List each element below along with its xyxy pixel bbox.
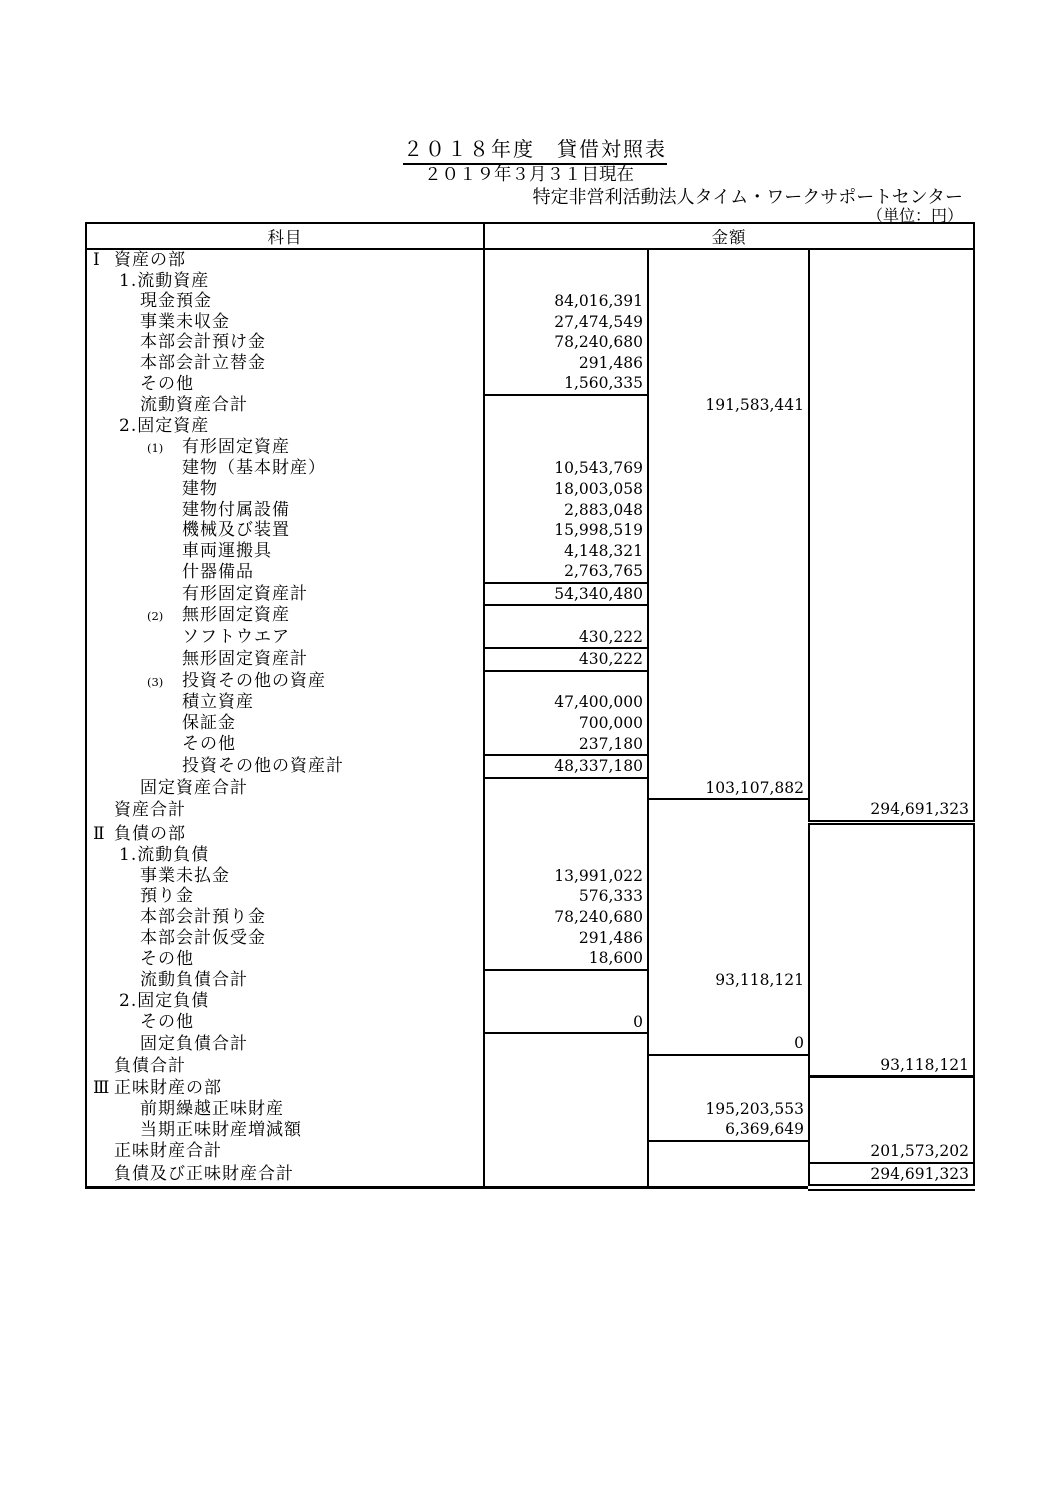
account-label-cell	[86, 845, 484, 866]
amount-cell-c3	[809, 249, 974, 271]
amount-cell-c3	[809, 605, 974, 627]
amount-cell-c2	[648, 886, 809, 907]
table-row	[86, 332, 974, 353]
amount-cell-c1	[484, 249, 648, 271]
amount-cell-c3	[809, 271, 974, 292]
amount-cell-c1: 18,600	[484, 948, 648, 970]
table-row	[86, 755, 974, 778]
amount-cell-c3	[809, 541, 974, 562]
amount-cell-c2	[648, 734, 809, 756]
account-label: 建物	[182, 479, 218, 500]
table-row	[86, 692, 974, 713]
table-row	[86, 1055, 974, 1077]
account-label-cell	[86, 713, 484, 734]
table-row	[86, 1141, 974, 1163]
amount-cell-c2	[648, 627, 809, 649]
account-label-cell	[86, 332, 484, 353]
amount-cell-c3	[809, 970, 974, 992]
amount-cell-c2	[648, 479, 809, 500]
account-label: 本部会計仮受金	[140, 927, 266, 948]
amount-cell-c2	[648, 1055, 809, 1077]
amount-cell-c3	[809, 479, 974, 500]
amount-cell-c3	[809, 1099, 974, 1120]
account-label-cell	[86, 928, 484, 949]
amount-cell-c2	[648, 541, 809, 562]
table-row	[86, 500, 974, 521]
account-label: その他	[182, 734, 236, 755]
table-row	[86, 1033, 974, 1055]
account-label-cell	[86, 1033, 484, 1055]
table-row	[86, 271, 974, 292]
account-label: 投資その他の資産	[182, 670, 326, 691]
account-label-cell	[86, 249, 484, 271]
table-header-row	[86, 223, 974, 249]
amount-cell-c2: 93,118,121	[648, 970, 809, 992]
amount-cell-c3	[809, 416, 974, 437]
account-label: 正味財産合計	[114, 1141, 222, 1162]
account-label-cell	[86, 479, 484, 500]
account-label-cell	[86, 1055, 484, 1077]
amount-cell-c3	[809, 845, 974, 866]
amount-cell-c1	[484, 1033, 648, 1055]
amount-cell-c1: 430,222	[484, 648, 648, 671]
amount-cell-c1	[484, 1099, 648, 1120]
amount-cell-c3	[809, 948, 974, 970]
account-label-cell	[86, 437, 484, 459]
amount-cell-c2: 195,203,553	[648, 1099, 809, 1120]
amount-cell-c2	[648, 437, 809, 459]
account-label-cell	[86, 416, 484, 437]
table-row	[86, 713, 974, 734]
account-label-cell	[86, 627, 484, 649]
amount-cell-c2	[648, 291, 809, 312]
account-label-cell	[86, 886, 484, 907]
amount-cell-c1: 78,240,680	[484, 907, 648, 928]
amount-cell-c1: 291,486	[484, 928, 648, 949]
account-label-cell	[86, 271, 484, 292]
amount-cell-c2	[648, 991, 809, 1012]
account-label: 有形固定資産計	[182, 583, 308, 604]
table-row	[86, 291, 974, 312]
account-label-cell	[86, 799, 484, 822]
amount-cell-c1	[484, 1141, 648, 1163]
amount-cell-c3	[809, 734, 974, 756]
amount-cell-c1	[484, 1077, 648, 1099]
account-label: 2.固定資産	[119, 416, 210, 437]
table-row	[86, 1099, 974, 1120]
account-label: その他	[140, 373, 194, 394]
table-row	[86, 928, 974, 949]
table-row	[86, 353, 974, 374]
amount-cell-c2	[648, 713, 809, 734]
amount-cell-c2: 0	[648, 1033, 809, 1055]
amount-cell-c1	[484, 1055, 648, 1077]
section-numeral: Ⅱ	[93, 823, 106, 844]
table-row	[86, 249, 974, 271]
amount-cell-c2	[648, 671, 809, 693]
amount-cell-c3	[809, 332, 974, 353]
account-label: ソフトウエア	[182, 627, 290, 648]
amount-cell-c1	[484, 799, 648, 822]
account-label: 預り金	[140, 886, 194, 907]
amount-cell-c1	[484, 416, 648, 437]
amount-cell-c1: 4,148,321	[484, 541, 648, 562]
amount-cell-c2	[648, 755, 809, 778]
amount-cell-c1	[484, 395, 648, 417]
amount-cell-c1	[484, 970, 648, 992]
account-label: 固定負債合計	[140, 1033, 248, 1054]
account-label-cell	[86, 541, 484, 562]
sub-section-number: (3)	[147, 674, 164, 689]
account-label-cell	[86, 520, 484, 541]
amount-cell-c3	[809, 1033, 974, 1055]
amount-cell-c3	[809, 395, 974, 417]
unit-label: （単位：円）	[866, 206, 963, 225]
amount-cell-c3	[809, 437, 974, 459]
amount-cell-c1	[484, 822, 648, 845]
amount-cell-c3	[809, 353, 974, 374]
amount-cell-c1: 237,180	[484, 734, 648, 756]
account-label-cell	[86, 353, 484, 374]
amount-cell-c2	[648, 271, 809, 292]
amount-cell-c2	[648, 583, 809, 606]
account-label-cell	[86, 866, 484, 887]
table-row	[86, 395, 974, 417]
amount-cell-c1: 84,016,391	[484, 291, 648, 312]
table-row	[86, 886, 974, 907]
amount-cell-c1	[484, 991, 648, 1012]
amount-cell-c3	[809, 312, 974, 333]
amount-cell-c1: 430,222	[484, 627, 648, 649]
account-label: 現金預金	[140, 291, 212, 312]
account-label: 積立資産	[182, 692, 254, 713]
amount-cell-c2	[648, 948, 809, 970]
account-label: 前期繰越正味財産	[140, 1098, 284, 1119]
amount-cell-c1: 2,763,765	[484, 561, 648, 583]
account-label: 本部会計立替金	[140, 352, 266, 373]
amount-cell-c3	[809, 500, 974, 521]
table-row	[86, 373, 974, 395]
sub-section-number: (2)	[147, 609, 164, 624]
amount-cell-c1: 54,340,480	[484, 583, 648, 606]
amount-cell-c2	[648, 520, 809, 541]
amount-cell-c2	[648, 928, 809, 949]
account-label-cell	[86, 561, 484, 583]
account-label-cell	[86, 1077, 484, 1099]
table-row	[86, 312, 974, 333]
table-row	[86, 948, 974, 970]
balance-sheet-table	[85, 222, 975, 1191]
account-label: 無形固定資産計	[182, 649, 308, 670]
amount-cell-c2	[648, 561, 809, 583]
amount-cell-c3	[809, 991, 974, 1012]
amount-cell-c2	[648, 332, 809, 353]
amount-cell-c3	[809, 671, 974, 693]
amount-cell-c2	[648, 866, 809, 887]
amount-cell-c1	[484, 1119, 648, 1141]
account-label-cell	[86, 395, 484, 417]
account-label: 負債及び正味財産合計	[114, 1164, 294, 1185]
account-label: 1.流動資産	[119, 270, 210, 291]
account-label-cell	[86, 1099, 484, 1120]
amount-cell-c2	[648, 458, 809, 479]
amount-cell-c1: 27,474,549	[484, 312, 648, 333]
section-numeral: Ⅰ	[93, 250, 101, 270]
account-label-cell	[86, 500, 484, 521]
amount-cell-c1: 576,333	[484, 886, 648, 907]
table-row	[86, 541, 974, 562]
amount-cell-c3	[809, 583, 974, 606]
amount-cell-c1: 10,543,769	[484, 458, 648, 479]
account-label: 保証金	[182, 713, 236, 734]
amount-cell-c2	[648, 500, 809, 521]
amount-cell-c1: 1,560,335	[484, 373, 648, 395]
table-row	[86, 520, 974, 541]
amount-cell-c3	[809, 778, 974, 800]
account-label: その他	[140, 1012, 194, 1033]
account-label: 負債の部	[114, 823, 186, 844]
amount-cell-c2	[648, 648, 809, 671]
table-row	[86, 866, 974, 887]
account-label-cell	[86, 991, 484, 1012]
as-of-date: ２０１９年３月３１日現在	[424, 165, 634, 185]
table-row	[86, 605, 974, 627]
amount-cell-c1: 15,998,519	[484, 520, 648, 541]
account-label-cell	[86, 907, 484, 928]
account-label-cell	[86, 312, 484, 333]
amount-cell-c1: 700,000	[484, 713, 648, 734]
amount-cell-c1: 291,486	[484, 353, 648, 374]
table-row	[86, 734, 974, 756]
amount-cell-c1: 13,991,022	[484, 866, 648, 887]
amount-cell-c1	[484, 778, 648, 800]
amount-cell-c2	[648, 1163, 809, 1188]
table-row	[86, 1012, 974, 1034]
account-label: 資産合計	[114, 800, 186, 821]
amount-cell-c3	[809, 907, 974, 928]
account-label-cell	[86, 948, 484, 970]
document-title: ２０１８年度 貸借対照表	[403, 133, 667, 165]
amount-cell-c2	[648, 799, 809, 822]
account-label-cell	[86, 822, 484, 845]
amount-cell-c2	[648, 353, 809, 374]
table-row	[86, 479, 974, 500]
table-row	[86, 437, 974, 459]
account-label-cell	[86, 755, 484, 778]
amount-cell-c2	[648, 416, 809, 437]
amount-cell-c3	[809, 627, 974, 649]
amount-cell-c1	[484, 1163, 648, 1188]
amount-cell-c3	[809, 1077, 974, 1099]
table-row	[86, 583, 974, 606]
account-label-cell	[86, 734, 484, 756]
account-label: 2.固定負債	[119, 991, 210, 1012]
account-label-cell	[86, 605, 484, 627]
amount-cell-c3	[809, 520, 974, 541]
table-row	[86, 1163, 974, 1188]
account-label: 建物（基本財産）	[182, 458, 326, 479]
amount-cell-c1	[484, 845, 648, 866]
balance-sheet-body	[86, 249, 974, 1188]
amount-column-header: 金額	[484, 223, 974, 249]
amount-cell-c1: 78,240,680	[484, 332, 648, 353]
amount-cell-c1: 48,337,180	[484, 755, 648, 778]
amount-cell-c1: 0	[484, 1012, 648, 1034]
account-label: 資産の部	[114, 250, 186, 270]
table-row	[86, 1119, 974, 1141]
account-label: 本部会計預け金	[140, 332, 266, 353]
amount-cell-c1: 18,003,058	[484, 479, 648, 500]
account-label-cell	[86, 1163, 484, 1188]
account-label: 負債合計	[114, 1055, 186, 1076]
amount-cell-c3	[809, 755, 974, 778]
account-label-cell	[86, 1119, 484, 1141]
amount-cell-c2: 6,369,649	[648, 1119, 809, 1141]
table-row	[86, 991, 974, 1012]
account-label: 什器備品	[182, 561, 254, 582]
amount-cell-c2	[648, 605, 809, 627]
account-label: 固定資産合計	[140, 778, 248, 799]
account-label: 車両運搬具	[182, 540, 272, 561]
subject-column-header: 科目	[86, 223, 484, 249]
table-row	[86, 778, 974, 800]
account-label: 1.流動負債	[119, 845, 210, 866]
table-row	[86, 458, 974, 479]
amount-cell-c2: 103,107,882	[648, 778, 809, 800]
amount-cell-c3	[809, 866, 974, 887]
table-row	[86, 627, 974, 649]
section-numeral: Ⅲ	[93, 1077, 111, 1098]
amount-cell-c3	[809, 713, 974, 734]
amount-cell-c1: 2,883,048	[484, 500, 648, 521]
amount-cell-c2	[648, 1141, 809, 1163]
account-label-cell	[86, 970, 484, 992]
amount-cell-c3	[809, 692, 974, 713]
account-label: その他	[140, 948, 194, 969]
account-label: 流動負債合計	[140, 970, 248, 991]
amount-cell-c1	[484, 605, 648, 627]
table-row	[86, 907, 974, 928]
account-label-cell	[86, 778, 484, 800]
amount-cell-c2	[648, 312, 809, 333]
sub-section-number: (1)	[147, 440, 164, 455]
amount-cell-c3	[809, 886, 974, 907]
account-label: 事業未収金	[140, 311, 230, 332]
account-label: 流動資産合計	[140, 395, 248, 416]
account-label-cell	[86, 373, 484, 395]
amount-cell-c2	[648, 907, 809, 928]
amount-cell-c3	[809, 458, 974, 479]
amount-cell-c2	[648, 845, 809, 866]
amount-cell-c3: 294,691,323	[809, 1163, 974, 1188]
amount-cell-c3: 201,573,202	[809, 1141, 974, 1163]
account-label: 当期正味財産増減額	[140, 1119, 302, 1140]
amount-cell-c3	[809, 291, 974, 312]
account-label: 本部会計預り金	[140, 906, 266, 927]
amount-cell-c2	[648, 1012, 809, 1034]
amount-cell-c3	[809, 1119, 974, 1141]
table-row	[86, 648, 974, 671]
account-label-cell	[86, 648, 484, 671]
amount-cell-c2	[648, 249, 809, 271]
account-label: 正味財産の部	[114, 1077, 222, 1098]
account-label-cell	[86, 1012, 484, 1034]
organization-name: 特定非営利活動法人タイム・ワークサポートセンター	[532, 187, 963, 208]
table-row	[86, 561, 974, 583]
amount-cell-c1: 47,400,000	[484, 692, 648, 713]
account-label: 機械及び装置	[182, 520, 290, 541]
amount-cell-c3: 93,118,121	[809, 1055, 974, 1077]
account-label-cell	[86, 1141, 484, 1163]
amount-cell-c3	[809, 822, 974, 845]
table-row	[86, 416, 974, 437]
amount-cell-c1	[484, 437, 648, 459]
account-label-cell	[86, 671, 484, 693]
account-label-cell	[86, 291, 484, 312]
account-label: 有形固定資産	[182, 436, 290, 457]
account-label-cell	[86, 692, 484, 713]
amount-cell-c3	[809, 1012, 974, 1034]
amount-cell-c2	[648, 692, 809, 713]
amount-cell-c2	[648, 1077, 809, 1099]
account-label-cell	[86, 458, 484, 479]
amount-cell-c3	[809, 648, 974, 671]
table-row	[86, 799, 974, 822]
account-label-cell	[86, 583, 484, 606]
table-row	[86, 845, 974, 866]
amount-cell-c1	[484, 671, 648, 693]
amount-cell-c1	[484, 271, 648, 292]
table-row	[86, 1077, 974, 1099]
amount-cell-c2	[648, 373, 809, 395]
amount-cell-c2: 191,583,441	[648, 395, 809, 417]
table-row	[86, 671, 974, 693]
amount-cell-c3	[809, 561, 974, 583]
account-label: 無形固定資産	[182, 605, 290, 626]
table-row	[86, 970, 974, 992]
amount-cell-c3	[809, 373, 974, 395]
amount-cell-c3	[809, 928, 974, 949]
account-label: 事業未払金	[140, 865, 230, 886]
account-label: 投資その他の資産計	[182, 756, 344, 777]
amount-cell-c2	[648, 822, 809, 845]
amount-cell-c3: 294,691,323	[809, 799, 974, 822]
account-label: 建物付属設備	[182, 499, 290, 520]
table-row	[86, 822, 974, 845]
